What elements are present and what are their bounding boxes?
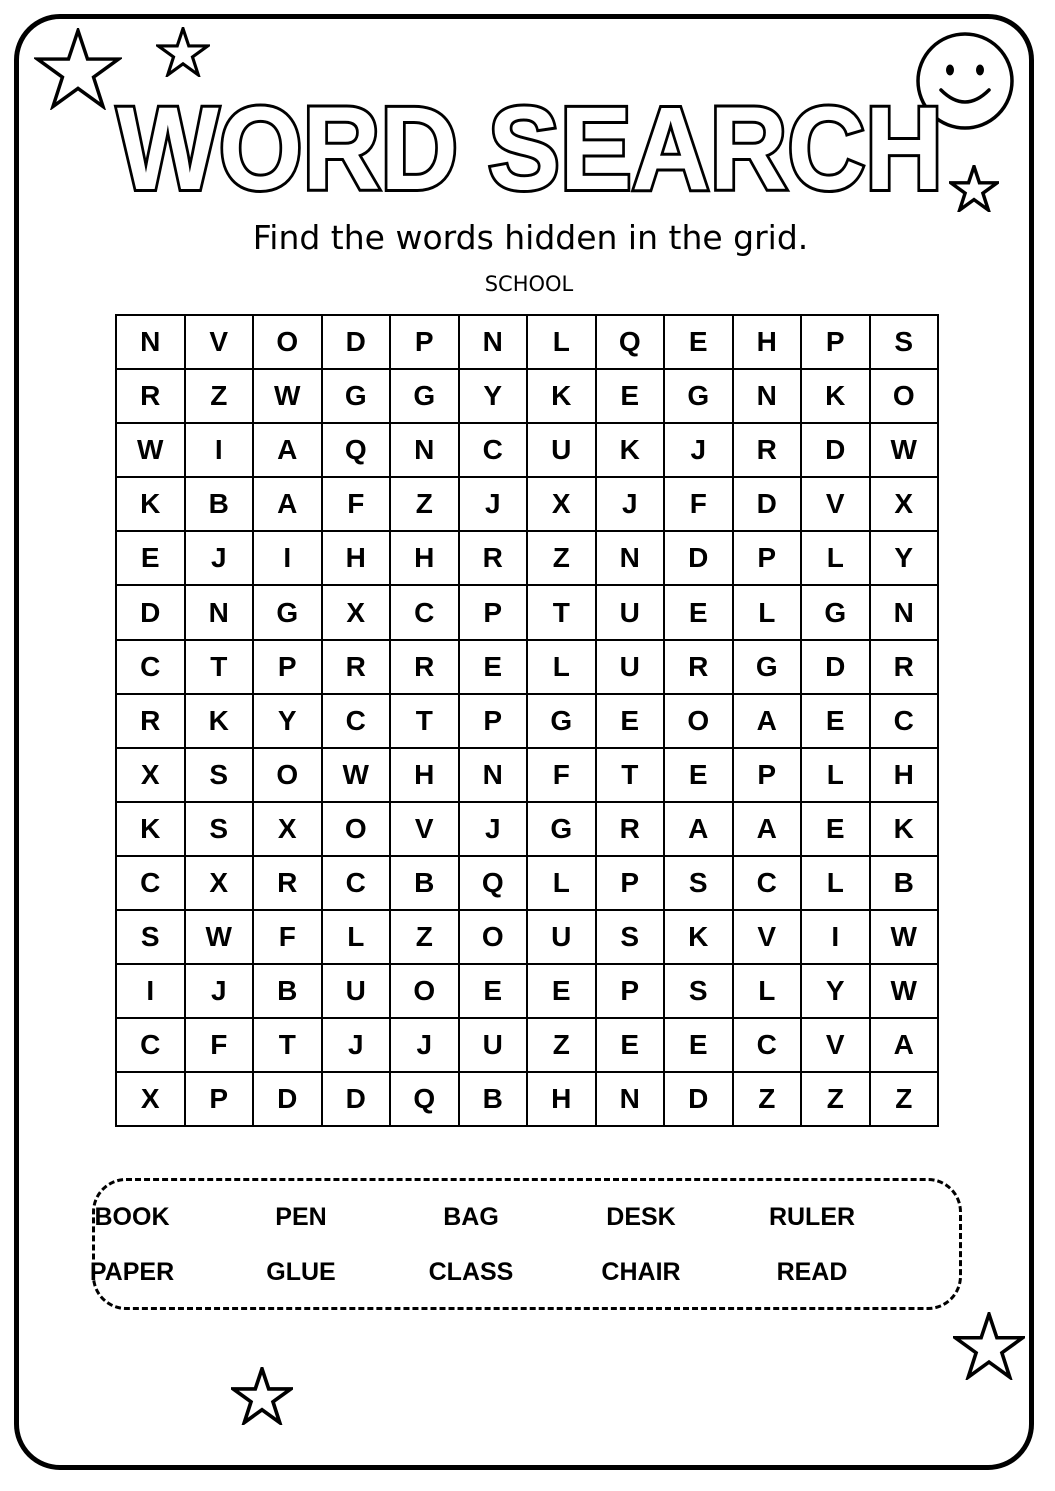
grid-cell[interactable]: E <box>460 641 529 695</box>
grid-cell[interactable]: D <box>323 316 392 370</box>
grid-cell[interactable]: P <box>391 316 460 370</box>
grid-cell[interactable]: C <box>117 1019 186 1073</box>
grid-cell[interactable]: D <box>734 478 803 532</box>
grid-cell[interactable]: X <box>528 478 597 532</box>
grid-cell[interactable]: Y <box>254 695 323 749</box>
grid-cell[interactable]: R <box>117 695 186 749</box>
grid-cell[interactable]: Z <box>802 1073 871 1127</box>
grid-cell[interactable]: G <box>734 641 803 695</box>
grid-cell[interactable]: U <box>528 424 597 478</box>
grid-cell[interactable]: W <box>871 965 940 1019</box>
grid-cell[interactable]: H <box>323 532 392 586</box>
grid-cell[interactable]: R <box>665 641 734 695</box>
grid-cell[interactable]: W <box>323 749 392 803</box>
grid-cell[interactable]: N <box>597 532 666 586</box>
grid-cell[interactable]: W <box>871 911 940 965</box>
grid-cell[interactable]: E <box>460 965 529 1019</box>
grid-cell[interactable]: I <box>802 911 871 965</box>
grid-cell[interactable]: B <box>186 478 255 532</box>
grid-cell[interactable]: W <box>117 424 186 478</box>
grid-cell[interactable]: R <box>391 641 460 695</box>
grid-cell[interactable]: Z <box>528 532 597 586</box>
word-list-item: RULER <box>768 1203 856 1231</box>
grid-cell[interactable]: S <box>186 749 255 803</box>
grid-cell[interactable]: A <box>734 695 803 749</box>
grid-cell[interactable]: P <box>734 749 803 803</box>
grid-cell[interactable]: Y <box>460 370 529 424</box>
grid-cell[interactable]: U <box>597 586 666 640</box>
instruction-text: Find the words hidden in the grid. <box>252 218 809 257</box>
grid-cell[interactable]: V <box>391 803 460 857</box>
grid-cell[interactable]: D <box>117 586 186 640</box>
grid-cell[interactable]: P <box>254 641 323 695</box>
grid-cell[interactable]: E <box>597 370 666 424</box>
grid-cell[interactable]: X <box>186 857 255 911</box>
grid-cell[interactable]: C <box>323 695 392 749</box>
grid-cell[interactable]: X <box>323 586 392 640</box>
grid-cell[interactable]: K <box>528 370 597 424</box>
grid-cell[interactable]: O <box>323 803 392 857</box>
grid-cell[interactable]: B <box>391 857 460 911</box>
grid-cell[interactable]: T <box>254 1019 323 1073</box>
grid-cell[interactable]: L <box>323 911 392 965</box>
grid-cell[interactable]: D <box>665 532 734 586</box>
grid-cell[interactable]: O <box>871 370 940 424</box>
grid-cell[interactable]: J <box>460 478 529 532</box>
grid-cell[interactable]: F <box>323 478 392 532</box>
grid-cell[interactable]: S <box>665 965 734 1019</box>
star-icon <box>953 1312 1025 1380</box>
grid-cell[interactable]: G <box>254 586 323 640</box>
grid-cell[interactable]: R <box>734 424 803 478</box>
grid-cell[interactable]: W <box>871 424 940 478</box>
grid-cell[interactable]: H <box>528 1073 597 1127</box>
grid-cell[interactable]: A <box>665 803 734 857</box>
word-list-box <box>92 1178 962 1310</box>
grid-cell[interactable]: J <box>323 1019 392 1073</box>
grid-cell[interactable]: H <box>391 532 460 586</box>
grid-cell[interactable]: C <box>323 857 392 911</box>
letter-grid <box>115 314 939 1127</box>
grid-cell[interactable]: L <box>802 749 871 803</box>
grid-cell[interactable]: V <box>802 478 871 532</box>
grid-cell[interactable]: T <box>186 641 255 695</box>
grid-cell[interactable]: K <box>597 424 666 478</box>
grid-cell[interactable]: L <box>734 965 803 1019</box>
grid-cell[interactable]: R <box>597 803 666 857</box>
grid-cell[interactable]: F <box>186 1019 255 1073</box>
word-list-item: PEN <box>275 1203 327 1231</box>
grid-cell[interactable]: E <box>597 695 666 749</box>
grid-cell[interactable]: P <box>186 1073 255 1127</box>
grid-cell[interactable]: E <box>528 965 597 1019</box>
grid-cell[interactable]: Q <box>597 316 666 370</box>
grid-cell[interactable]: B <box>871 857 940 911</box>
grid-cell[interactable]: R <box>323 641 392 695</box>
grid-cell[interactable]: X <box>871 478 940 532</box>
grid-cell[interactable]: P <box>460 695 529 749</box>
grid-cell[interactable]: A <box>871 1019 940 1073</box>
grid-cell[interactable]: V <box>186 316 255 370</box>
grid-cell[interactable]: F <box>528 749 597 803</box>
grid-cell[interactable]: D <box>665 1073 734 1127</box>
grid-cell[interactable]: Z <box>528 1019 597 1073</box>
grid-cell[interactable]: D <box>254 1073 323 1127</box>
page-title <box>100 92 960 202</box>
grid-cell[interactable]: N <box>117 316 186 370</box>
grid-cell[interactable]: J <box>391 1019 460 1073</box>
grid-cell[interactable]: X <box>117 749 186 803</box>
grid-cell[interactable]: N <box>391 424 460 478</box>
grid-cell[interactable]: J <box>665 424 734 478</box>
grid-cell[interactable]: B <box>254 965 323 1019</box>
grid-cell[interactable]: J <box>186 965 255 1019</box>
grid-cell[interactable]: I <box>254 532 323 586</box>
grid-cell[interactable]: T <box>391 695 460 749</box>
grid-cell[interactable]: P <box>597 857 666 911</box>
grid-cell[interactable]: V <box>734 911 803 965</box>
grid-cell[interactable]: T <box>528 586 597 640</box>
grid-cell[interactable]: D <box>802 424 871 478</box>
star-icon <box>231 1367 293 1425</box>
grid-cell[interactable]: X <box>254 803 323 857</box>
grid-cell[interactable]: A <box>734 803 803 857</box>
grid-cell[interactable]: I <box>117 965 186 1019</box>
grid-cell[interactable]: N <box>186 586 255 640</box>
word-list-item: GLUE <box>266 1258 336 1286</box>
grid-cell[interactable]: H <box>871 749 940 803</box>
grid-cell[interactable]: L <box>528 316 597 370</box>
grid-cell[interactable]: N <box>460 316 529 370</box>
grid-cell[interactable]: C <box>871 695 940 749</box>
star-icon <box>156 27 210 77</box>
grid-cell[interactable]: L <box>528 857 597 911</box>
grid-cell[interactable]: Q <box>391 1073 460 1127</box>
grid-cell[interactable]: U <box>460 1019 529 1073</box>
grid-cell[interactable]: R <box>254 857 323 911</box>
grid-cell[interactable]: S <box>871 316 940 370</box>
grid-cell[interactable]: H <box>391 749 460 803</box>
word-list-item: PAPER <box>89 1258 175 1286</box>
grid-cell[interactable]: C <box>734 857 803 911</box>
grid-cell[interactable]: L <box>802 857 871 911</box>
grid-cell[interactable]: S <box>665 857 734 911</box>
grid-cell[interactable]: Z <box>186 370 255 424</box>
grid-cell[interactable]: G <box>665 370 734 424</box>
grid-cell[interactable]: Z <box>391 911 460 965</box>
grid-cell[interactable]: G <box>391 370 460 424</box>
grid-cell[interactable]: U <box>597 641 666 695</box>
grid-cell[interactable]: A <box>254 424 323 478</box>
grid-cell[interactable]: R <box>117 370 186 424</box>
word-list-item: BOOK <box>94 1203 170 1231</box>
grid-cell[interactable]: K <box>665 911 734 965</box>
word-list-item: BAG <box>443 1203 499 1231</box>
grid-cell[interactable]: O <box>460 911 529 965</box>
grid-cell[interactable]: S <box>117 911 186 965</box>
grid-cell[interactable]: H <box>734 316 803 370</box>
grid-cell[interactable]: L <box>734 586 803 640</box>
grid-cell[interactable]: N <box>734 370 803 424</box>
grid-cell[interactable]: O <box>254 316 323 370</box>
grid-cell[interactable]: O <box>391 965 460 1019</box>
grid-cell[interactable]: N <box>460 749 529 803</box>
grid-cell[interactable]: O <box>665 695 734 749</box>
grid-cell[interactable]: E <box>802 695 871 749</box>
grid-cell[interactable]: E <box>665 586 734 640</box>
grid-cell[interactable]: L <box>802 532 871 586</box>
word-list-item: CHAIR <box>601 1258 681 1286</box>
grid-cell[interactable]: R <box>871 641 940 695</box>
grid-cell[interactable]: K <box>802 370 871 424</box>
grid-cell[interactable]: G <box>528 803 597 857</box>
grid-cell[interactable]: C <box>460 424 529 478</box>
grid-cell[interactable]: W <box>254 370 323 424</box>
grid-cell[interactable]: U <box>528 911 597 965</box>
grid-cell[interactable]: E <box>802 803 871 857</box>
grid-cell[interactable]: Q <box>323 424 392 478</box>
grid-cell[interactable]: F <box>665 478 734 532</box>
grid-cell[interactable]: S <box>597 911 666 965</box>
word-list-item: CLASS <box>428 1258 514 1286</box>
grid-cell[interactable]: D <box>802 641 871 695</box>
grid-cell[interactable]: C <box>117 641 186 695</box>
grid-cell[interactable]: V <box>802 1019 871 1073</box>
word-list-item: READ <box>776 1258 848 1286</box>
word-list-item: DESK <box>606 1203 676 1231</box>
grid-cell[interactable]: E <box>665 1019 734 1073</box>
grid-cell[interactable]: L <box>528 641 597 695</box>
grid-cell[interactable]: E <box>597 1019 666 1073</box>
grid-cell[interactable]: I <box>186 424 255 478</box>
grid-cell[interactable]: P <box>597 965 666 1019</box>
grid-cell[interactable]: C <box>391 586 460 640</box>
grid-cell[interactable]: G <box>528 695 597 749</box>
topic-label: SCHOOL <box>484 272 574 296</box>
grid-cell[interactable]: Q <box>460 857 529 911</box>
grid-cell[interactable]: Z <box>871 1073 940 1127</box>
grid-cell[interactable]: Z <box>734 1073 803 1127</box>
grid-cell[interactable]: N <box>597 1073 666 1127</box>
grid-cell[interactable]: C <box>734 1019 803 1073</box>
grid-cell[interactable]: G <box>323 370 392 424</box>
grid-cell[interactable]: T <box>597 749 666 803</box>
grid-cell[interactable]: K <box>117 803 186 857</box>
grid-cell[interactable]: P <box>460 586 529 640</box>
grid-cell[interactable]: E <box>117 532 186 586</box>
grid-cell[interactable]: P <box>802 316 871 370</box>
grid-cell[interactable]: R <box>460 532 529 586</box>
grid-cell[interactable]: F <box>254 911 323 965</box>
grid-cell[interactable]: P <box>734 532 803 586</box>
grid-cell[interactable]: J <box>186 532 255 586</box>
grid-cell[interactable]: J <box>597 478 666 532</box>
grid-cell[interactable]: Y <box>802 965 871 1019</box>
page-title-text: WORD SEARCH <box>117 92 943 202</box>
grid-cell[interactable]: X <box>117 1073 186 1127</box>
grid-cell[interactable]: G <box>802 586 871 640</box>
grid-cell[interactable]: O <box>254 749 323 803</box>
grid-cell[interactable]: B <box>460 1073 529 1127</box>
grid-cell[interactable]: W <box>186 911 255 965</box>
grid-cell[interactable]: Z <box>391 478 460 532</box>
grid-cell[interactable]: C <box>117 857 186 911</box>
grid-cell[interactable]: E <box>665 749 734 803</box>
grid-cell[interactable]: S <box>186 803 255 857</box>
grid-cell[interactable]: E <box>665 316 734 370</box>
grid-cell[interactable]: K <box>117 478 186 532</box>
grid-cell[interactable]: Y <box>871 532 940 586</box>
grid-cell[interactable]: K <box>871 803 940 857</box>
grid-cell[interactable]: D <box>323 1073 392 1127</box>
grid-cell[interactable]: U <box>323 965 392 1019</box>
grid-cell[interactable]: J <box>460 803 529 857</box>
grid-cell[interactable]: N <box>871 586 940 640</box>
grid-cell[interactable]: K <box>186 695 255 749</box>
grid-cell[interactable]: A <box>254 478 323 532</box>
